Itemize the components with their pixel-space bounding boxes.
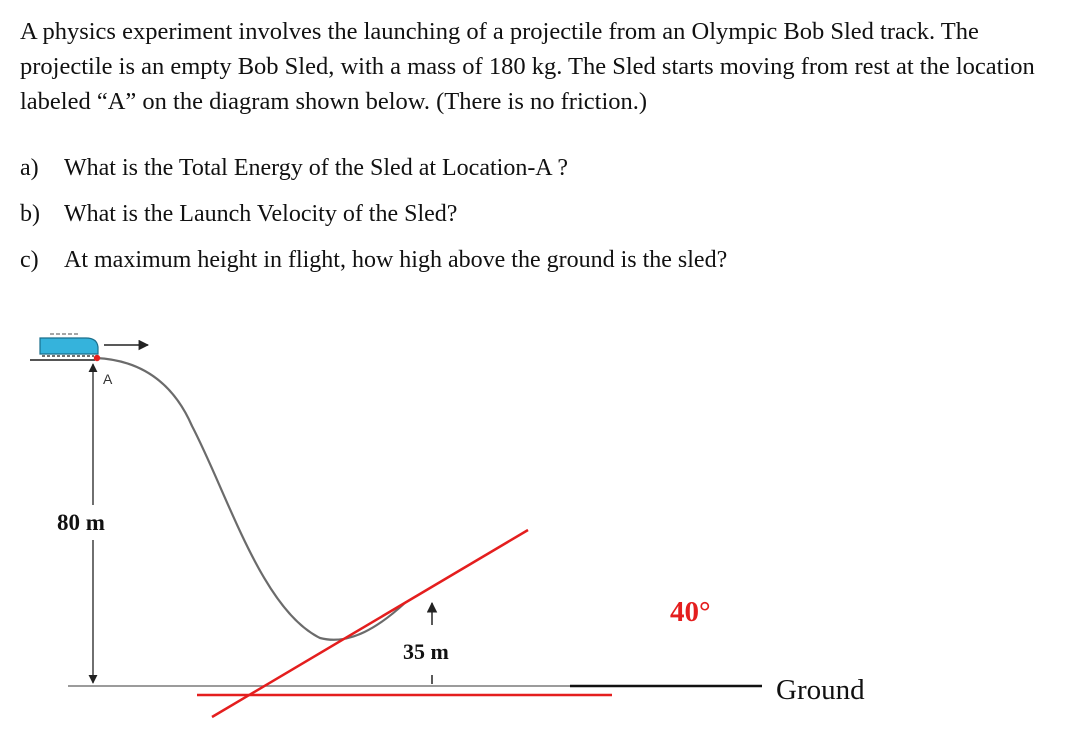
question-letter: a) — [20, 155, 39, 181]
question-text: At maximum height in flight, how high above the ground is the sled? — [64, 247, 728, 273]
ground-label: Ground — [776, 674, 865, 706]
question-letter: b) — [20, 201, 40, 227]
question-letter: c) — [20, 247, 39, 273]
track-curve — [96, 358, 406, 640]
point-a-marker — [94, 355, 100, 361]
angle-label: 40° — [670, 596, 711, 628]
launch-angle-line — [212, 530, 528, 717]
problem-statement: A physics experiment involves the launching of a projectile from an Olympic Bob Sled track. The projectile is an empty Bob Sled, with a mass of 180 kg. The Sled starts moving from rest at the location labeled “A” on the diagram shown below. (There is no friction.) — [20, 18, 1035, 115]
height-35-label: 35 m — [403, 639, 449, 664]
height-80-label: 80 m — [57, 510, 105, 535]
point-a-label: A — [103, 371, 113, 387]
question-text: What is the Launch Velocity of the Sled? — [64, 201, 458, 227]
question-text: What is the Total Energy of the Sled at Location-A ? — [64, 155, 568, 181]
bobsled-icon — [40, 334, 100, 361]
